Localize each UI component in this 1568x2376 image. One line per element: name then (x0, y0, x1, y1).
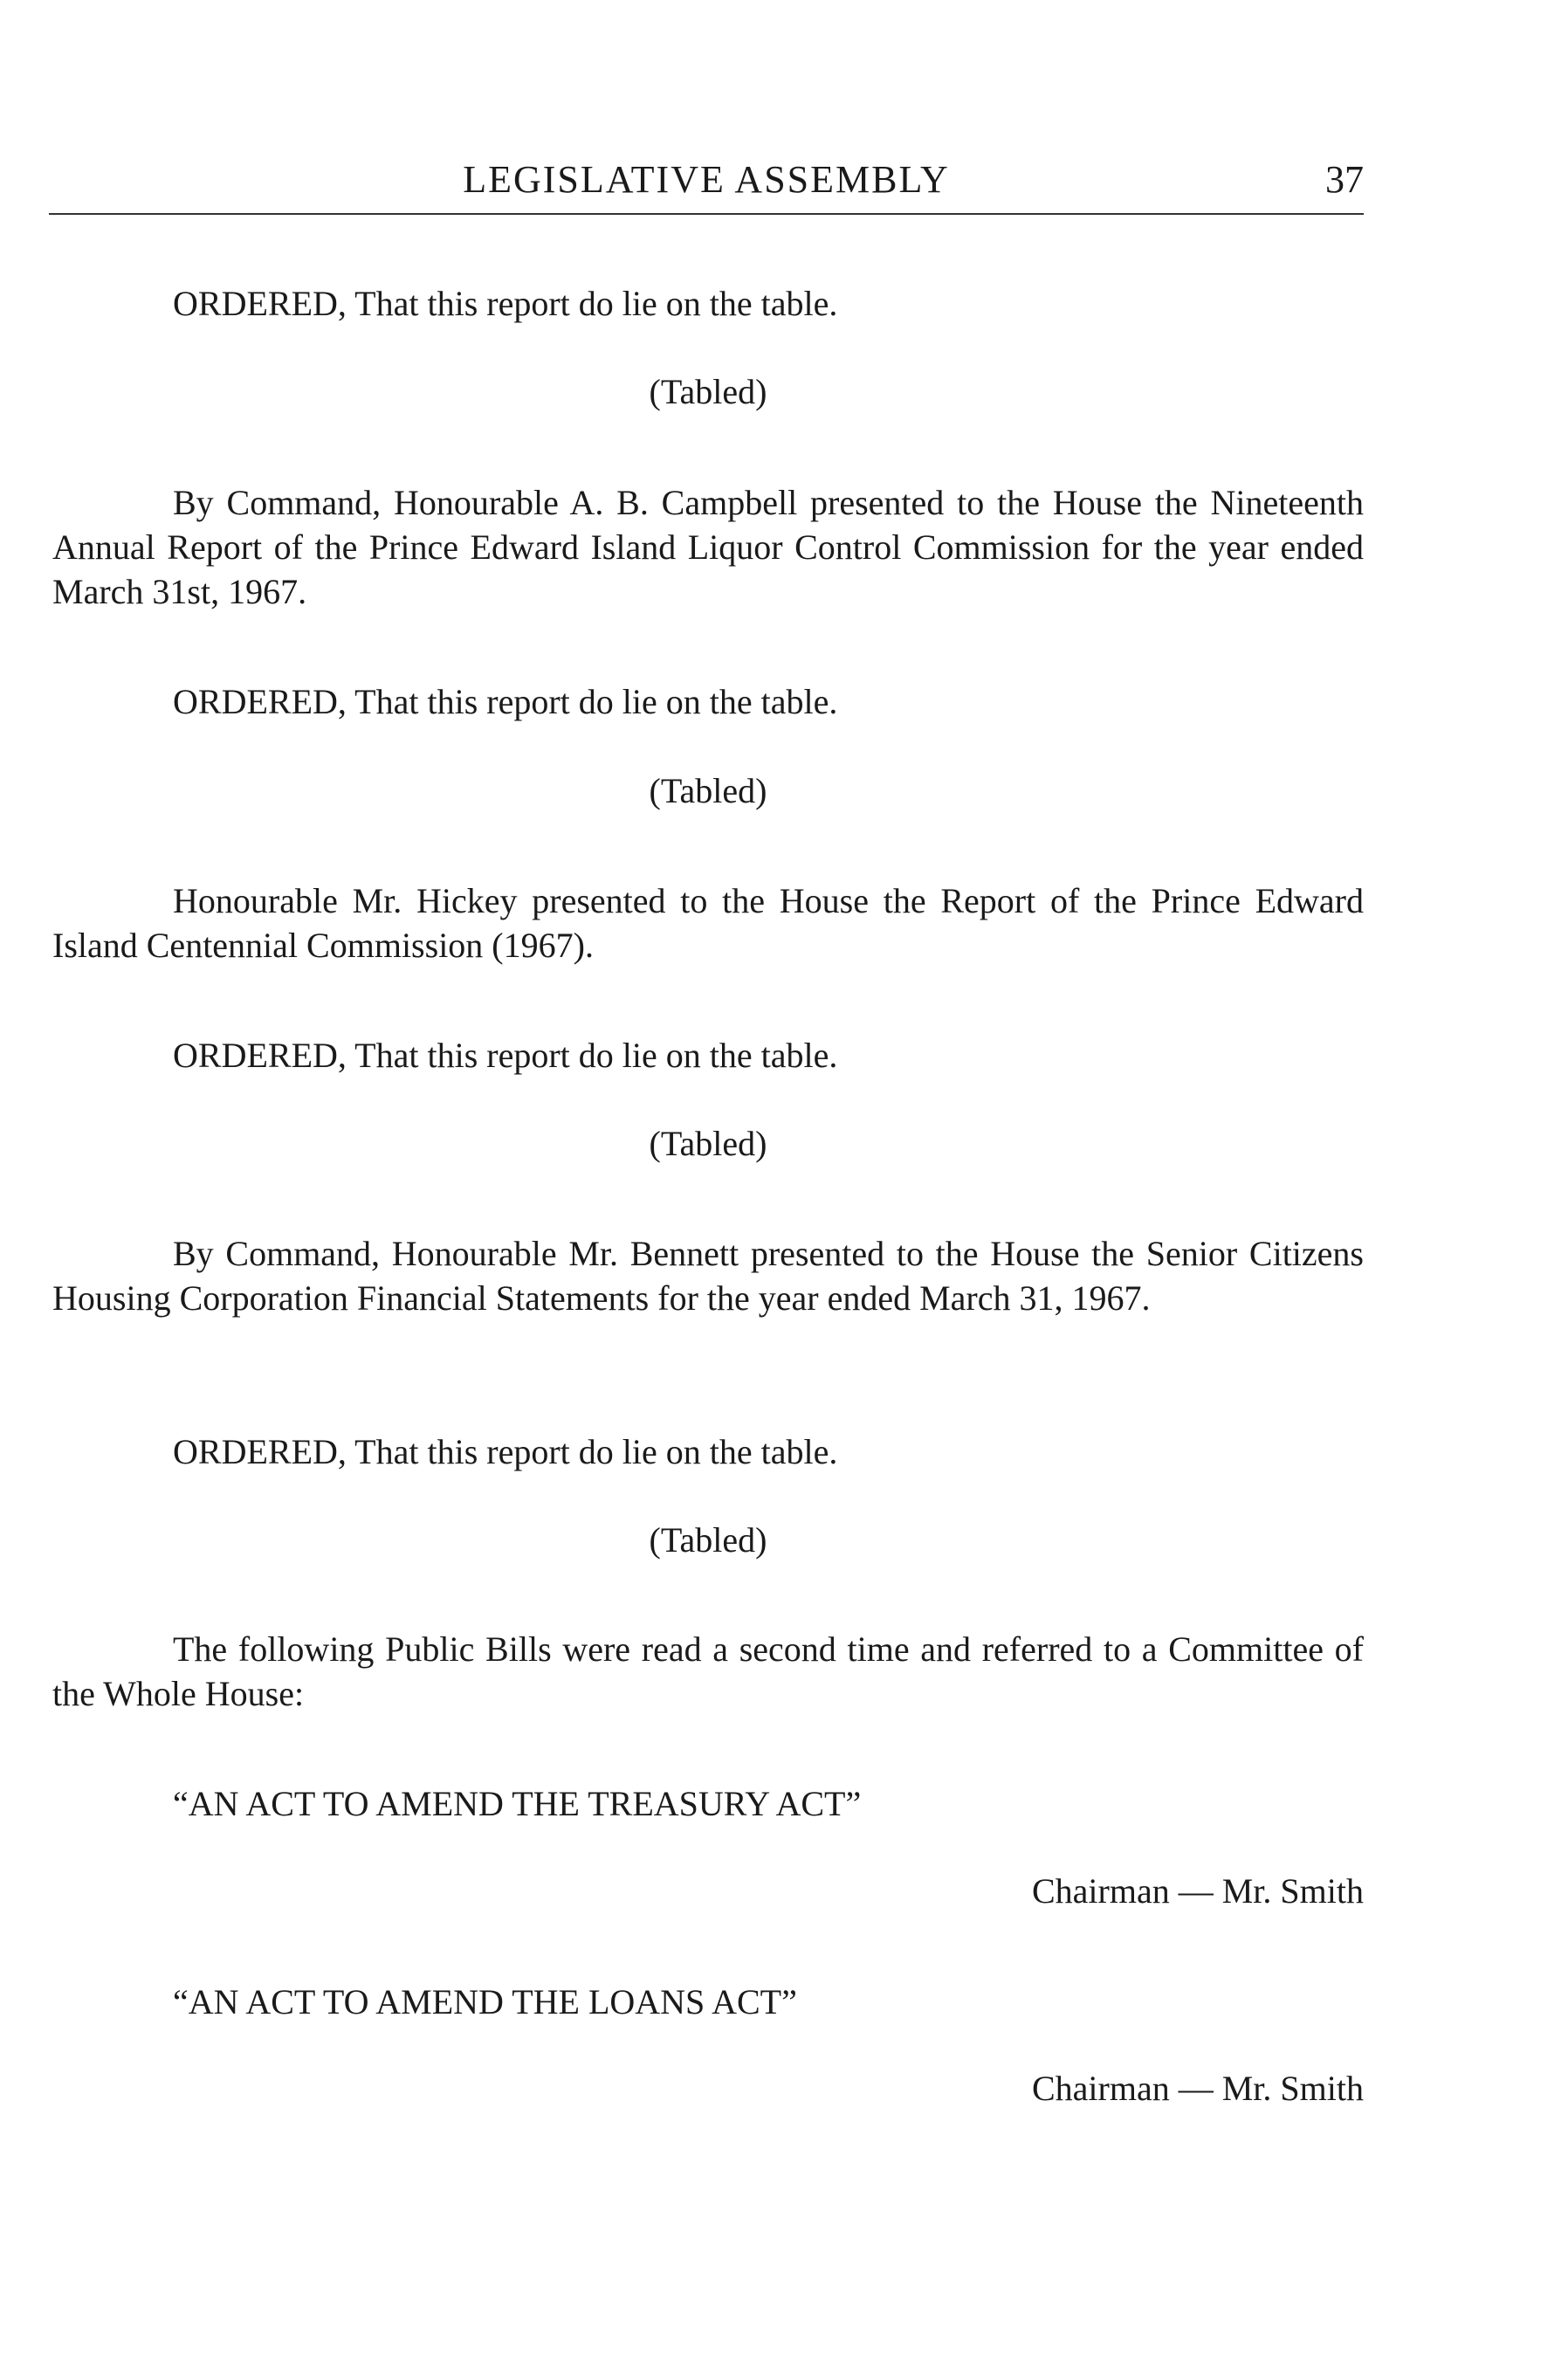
ordered-line: ORDERED, That this report do lie on the table. (173, 682, 838, 721)
chairman-line: Chairman — Mr. Smith (1032, 1871, 1364, 1911)
ordered-line: ORDERED, That this report do lie on the table. (173, 1432, 838, 1471)
page-number: 37 (1325, 158, 1364, 201)
bill-title-loans-act: “AN ACT TO AMEND THE LOANS ACT” (173, 1982, 797, 2021)
ordered-line: ORDERED, That this report do lie on the table. (173, 1036, 838, 1075)
tabled-label: (Tabled) (649, 771, 767, 810)
tabled-label: (Tabled) (649, 372, 767, 411)
header-rule (49, 213, 1364, 215)
paragraph-public-bills: The following Public Bills were read a second time and referred to a Committee of the Whole House: (52, 1629, 1364, 1713)
ordered-line: ORDERED, That this report do lie on the table. (173, 284, 838, 323)
chairman-line: Chairman — Mr. Smith (1032, 2069, 1364, 2108)
tabled-label: (Tabled) (649, 1124, 767, 1163)
paragraph-campbell-report: By Command, Honourable A. B. Campbell presented to the House the Nineteenth Annual Report of the Prince Edward Island Liquor Control Commission for the year ended March 31st, 1967. (52, 483, 1364, 611)
header-title: LEGISLATIVE ASSEMBLY (463, 158, 950, 201)
paragraph-hickey-report: Honourable Mr. Hickey presented to the House the Report of the Prince Edward Island Centennial Commission (1967). (52, 881, 1364, 965)
paragraph-bennett-report: By Command, Honourable Mr. Bennett presented to the House the Senior Citizens Housing Corporation Financial Statements for the year ended March 31, 1967. (52, 1234, 1364, 1318)
tabled-label: (Tabled) (649, 1520, 767, 1560)
bill-title-treasury-act: “AN ACT TO AMEND THE TREASURY ACT” (173, 1784, 862, 1823)
running-header (49, 157, 1364, 210)
